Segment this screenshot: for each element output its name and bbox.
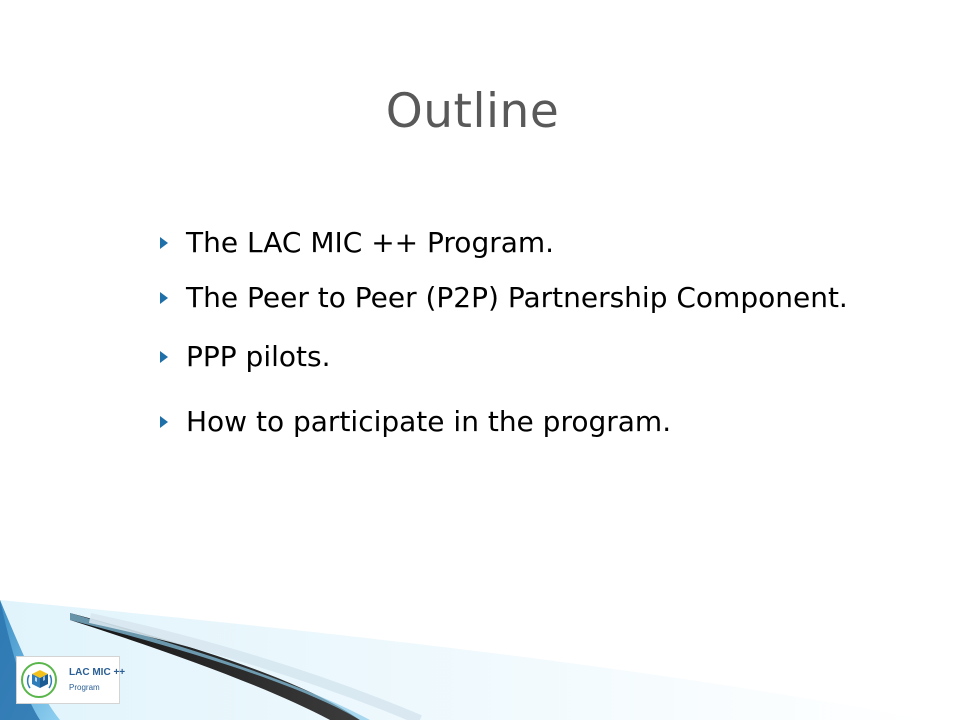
logo-title: LAC MIC ++ — [69, 667, 126, 678]
bullet-text: PPP pilots. — [186, 340, 331, 373]
bullet-arrow-icon — [160, 292, 168, 304]
program-logo — [16, 656, 126, 704]
bullet-arrow-icon — [160, 351, 168, 363]
bullet-text: How to participate in the program. — [186, 405, 672, 438]
cube-logo-icon — [17, 657, 65, 703]
bullet-arrow-icon — [160, 237, 168, 249]
bullet-text: The Peer to Peer (P2P) Partnership Component. — [186, 281, 848, 314]
bullet-item — [160, 405, 900, 438]
bullet-arrow-icon — [160, 416, 168, 428]
slide-title: Outline — [385, 84, 560, 139]
bullet-item — [160, 281, 900, 314]
decor-soft-wave — [0, 600, 930, 720]
bullet-text: The LAC MIC ++ Program. — [186, 226, 555, 259]
logo-subtitle: Program — [69, 683, 100, 692]
bullet-list — [160, 226, 900, 438]
bullet-item — [160, 226, 900, 259]
bullet-item — [160, 340, 900, 373]
corner-decoration — [0, 600, 960, 720]
